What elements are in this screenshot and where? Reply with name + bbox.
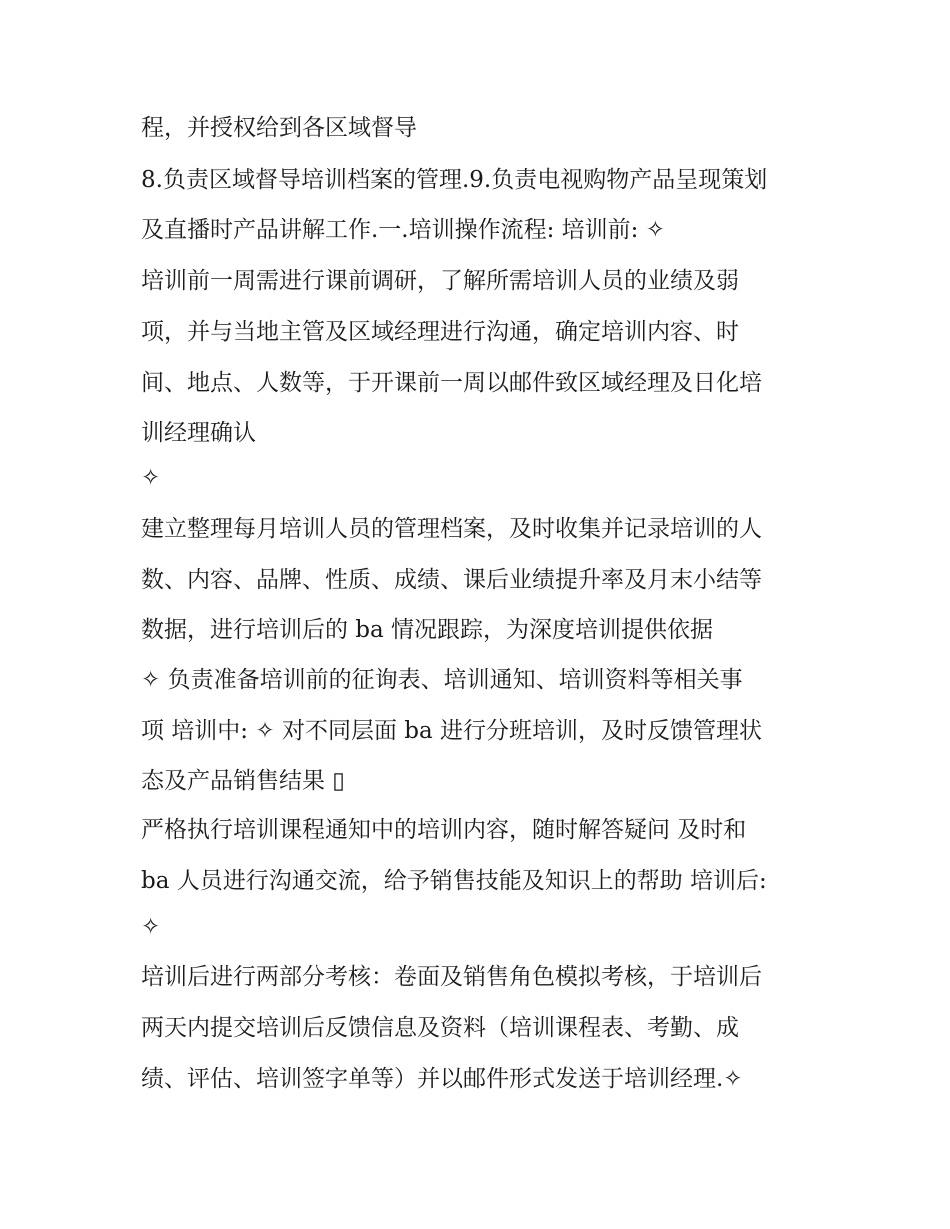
text-line: 两天内提交培训后反馈信息及资料（培训课程表、考勤、成 <box>141 1015 739 1041</box>
text-line: ✧ 负责准备培训前的征询表、培训通知、培训资料等相关事 <box>141 667 743 693</box>
text-line: 8.负责区域督导培训档案的管理.9.负责电视购物产品呈现策划 <box>141 167 768 193</box>
text-line: 数、内容、品牌、性质、成绩、课后业绩提升率及月末小结等 <box>141 567 762 593</box>
diamond-bullet: ✧ <box>141 465 161 491</box>
text-line: 建立整理每月培训人员的管理档案，及时收集并记录培训的人 <box>141 516 762 542</box>
text-line: 及直播时产品讲解工作.一.培训操作流程: 培训前: ✧ <box>141 217 666 243</box>
text-line: 程，并授权给到各区域督导 <box>141 115 417 141</box>
text-line: 项 培训中: ✧ 对不同层面 ba 进行分班培训，及时反馈管理状 <box>141 718 763 744</box>
text-line: 间、地点、人数等，于开课前一周以邮件致区域经理及日化培 <box>141 370 762 396</box>
text-line: 态及产品销售结果 ▯ <box>141 768 345 794</box>
text-line: 严格执行培训课程通知中的培训内容，随时解答疑问 及时和 <box>141 817 747 843</box>
text-line: 培训前一周需进行课前调研，了解所需培训人员的业绩及弱 <box>141 268 739 294</box>
text-line: 训经理确认 <box>141 420 256 446</box>
text-line: 项，并与当地主管及区域经理进行沟通，确定培训内容、时 <box>141 319 739 345</box>
text-line: 培训后进行两部分考核：卷面及销售角色模拟考核，于培训后 <box>141 964 762 990</box>
text-line: 数据，进行培训后的 ba 情况跟踪，为深度培训提供依据 <box>141 617 714 643</box>
text-line: ba 人员进行沟通交流，给予销售技能及知识上的帮助 培训后: <box>141 868 767 894</box>
text-line: 绩、评估、培训签字单等）并以邮件形式发送于培训经理.✧ <box>141 1066 743 1092</box>
diamond-bullet: ✧ <box>141 914 161 940</box>
